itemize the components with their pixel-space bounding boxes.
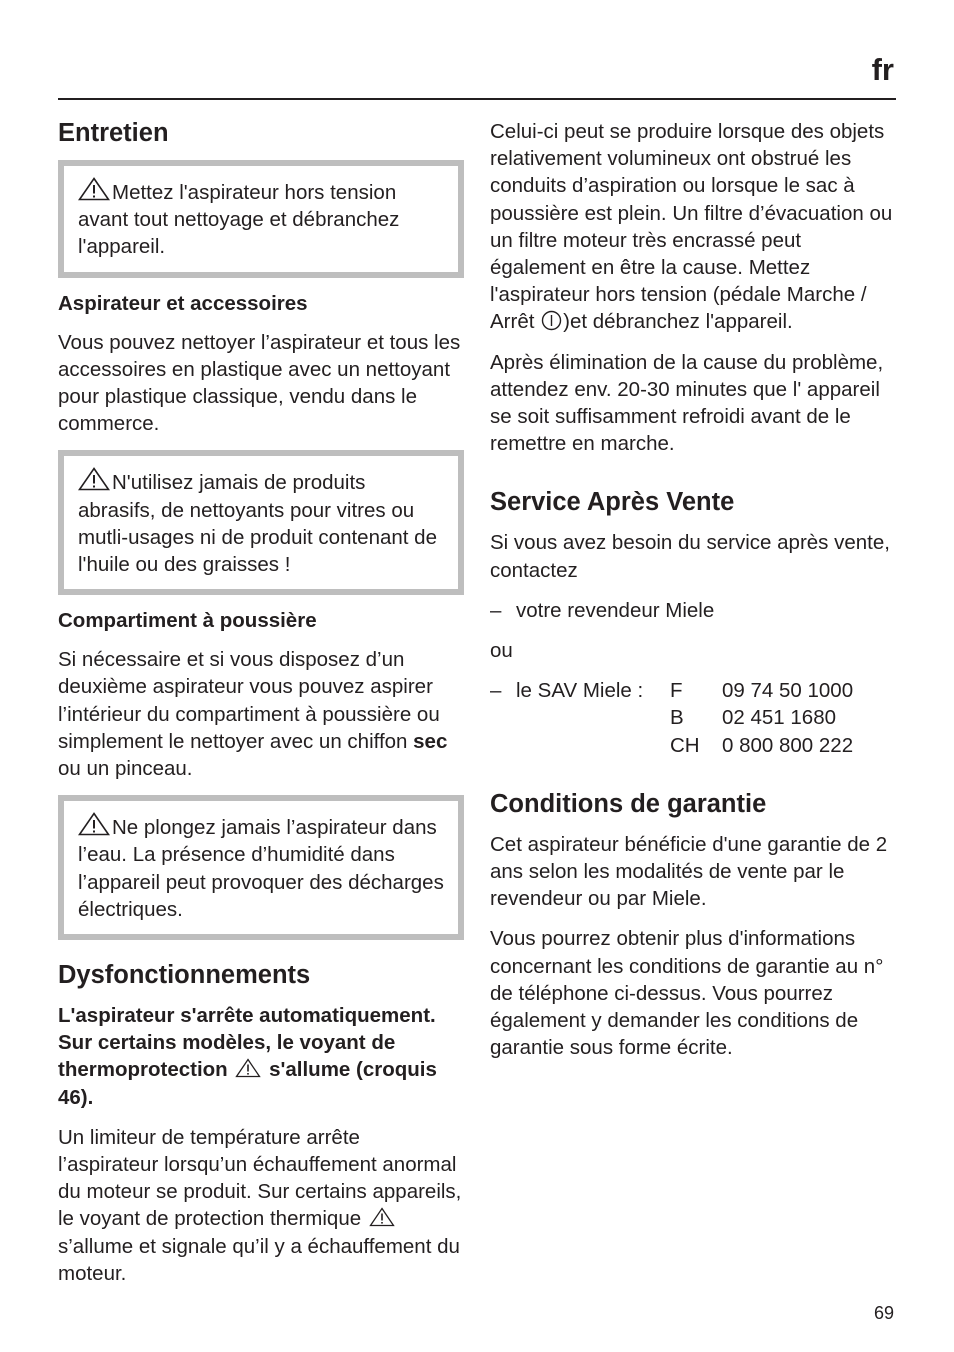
sav-country: B [670, 706, 684, 730]
left-column [58, 118, 464, 1300]
paragraph-apres: Après élimination de la cause du problème, attendez env. 20-30 minutes que l' appareil se soit suffisamment refroidi avant de le remettre en marche. [490, 350, 884, 456]
cause-text-end: )et débranchez l'appareil. [563, 310, 793, 334]
heading-entretien: Entretien [58, 119, 169, 147]
right-column [490, 118, 896, 1074]
heading-conditions-garantie: Conditions de garantie [490, 789, 767, 818]
dash-marker: – [490, 598, 502, 622]
paragraph-garantie-2: Vous pourrez obtenir plus d'informations concernant les conditions de garantie au n° de téléphone ci-dessus. Vous pourrez également y demander les conditions de garantie sous forme écrite. [490, 927, 884, 1060]
sav-row [670, 677, 853, 704]
paragraph-garantie-1: Cet aspirateur bénéficie d'une garantie de 2 ans selon les modalités de vente par le revendeur ou par Miele. [490, 832, 888, 911]
text-ou: ou [490, 639, 513, 663]
paragraph-limiteur [58, 1124, 464, 1287]
heading-service-apres-vente: Service Après Vente [490, 488, 735, 517]
thermal-warning-icon [369, 1207, 395, 1227]
warning-text-abrasifs: N'utilisez jamais de produits abrasifs, de nettoyants pour vitres ou mutli-usages ni de produit contenant de l'huile ou des graisses ! [78, 471, 437, 577]
compartiment-bold-word: sec [413, 729, 448, 753]
dash-marker: – [490, 679, 502, 703]
page-number: 69 [873, 1303, 894, 1323]
sav-row [670, 732, 853, 759]
warning-box-eau [58, 795, 464, 940]
thermal-warning-icon [235, 1058, 261, 1078]
header-rule [58, 98, 896, 100]
paragraph-sav: Si vous avez besoin du service après vente, contactez [490, 531, 890, 582]
subheading-aspirateur: Aspirateur et accessoires [58, 291, 308, 315]
sav-phone: 02 451 1680 [722, 706, 837, 730]
sav-country: F [670, 679, 683, 703]
warning-triangle-icon [78, 177, 110, 201]
sav-phone: 0 800 800 222 [722, 733, 854, 757]
sav-country: CH [670, 733, 700, 757]
power-button-icon [541, 310, 562, 331]
heading-dysfonctionnements: Dysfonctionnements [58, 961, 311, 990]
limiteur-text-end: s’allume et signale qu’il y a échauffement du moteur. [58, 1234, 460, 1285]
paragraph-cause [490, 118, 896, 336]
warning-text-unplug: Mettez l'aspirateur hors tension avant tout nettoyage et débranchez l'appareil. [78, 181, 400, 259]
revendeur-text: votre revendeur Miele [516, 598, 715, 622]
warning-text-eau: Ne plongez jamais l’aspirateur dans l’eau. La présence d’humidité dans l’appareil peut provoquer des décharges électriques. [78, 816, 444, 921]
warning-triangle-icon [78, 812, 110, 836]
warning-box-abrasifs [58, 450, 464, 595]
subheading-compartiment: Compartiment à poussière [58, 609, 317, 633]
warning-triangle-icon [78, 467, 110, 491]
bold-intro-end: s'allume (croquis 46). [58, 1058, 437, 1109]
sav-phone-table [670, 677, 853, 759]
compartiment-text-start: Si nécessaire et si vous disposez d’un deuxième aspirateur vous pouvez aspirer l’intérieur du compartiment à poussière ou simplement le nettoyer avec un chiffon [58, 648, 440, 753]
cause-text-start: Celui-ci peut se produire lorsque des objets relativement volumineux ont obstrué les conduits d’aspiration ou lorsque le sac à poussière est plein. Un filtre d’évacuation ou un filtre moteur très encrassé peut également en être la cause. Mettez l'aspirateur hors tension (pédale Marche / Arrêt [490, 120, 893, 334]
language-label: fr [871, 52, 894, 87]
sav-row [670, 704, 853, 731]
paragraph-compartiment [58, 646, 464, 782]
bold-intro-start: L'aspirateur s'arrête automatiquement. Sur certains modèles, le voyant de thermoprotection [58, 1004, 436, 1082]
sav-contact-list [490, 677, 896, 759]
bold-intro [58, 1002, 464, 1111]
compartiment-text-end: ou un pinceau. [58, 757, 193, 781]
sav-phone: 09 74 50 1000 [722, 679, 854, 703]
warning-box-unplug [58, 160, 464, 278]
list-item-revendeur [490, 597, 896, 624]
sav-label: le SAV Miele : [516, 679, 644, 703]
limiteur-text-start: Un limiteur de température arrête l’aspirateur lorsqu’un échauffement anormal du moteur se produit. Sur certains appareils, le voyant de protection thermique [58, 1125, 462, 1231]
paragraph-aspirateur: Vous pouvez nettoyer l’aspirateur et tous les accessoires en plastique avec un nettoyant pour plastique classique, vendu dans le commerce. [58, 330, 461, 436]
